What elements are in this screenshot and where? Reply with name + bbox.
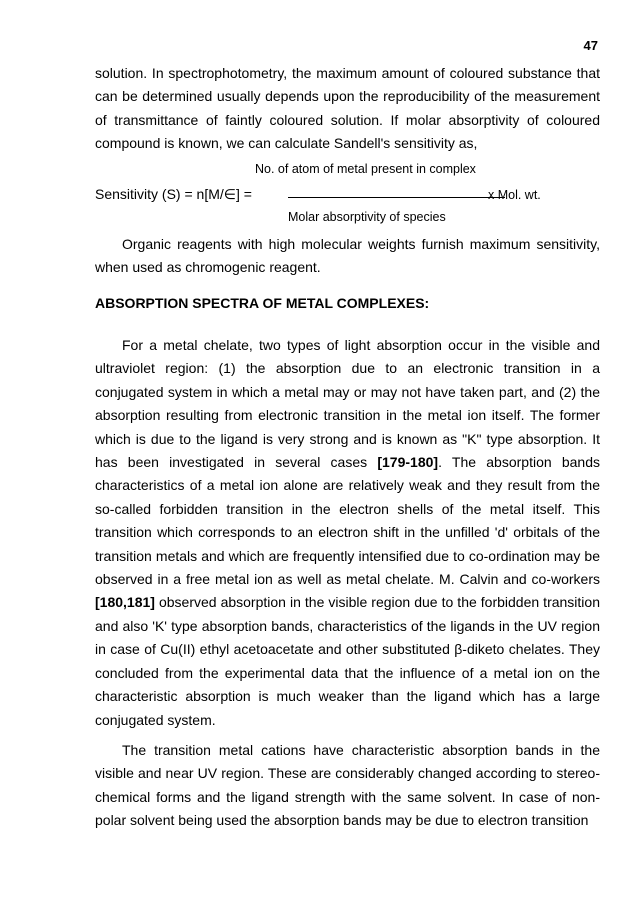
sensitivity-formula: [95, 158, 600, 228]
formula-denominator: Molar absorptivity of species: [288, 210, 446, 224]
citation-180-181: [180,181]: [95, 594, 155, 611]
paragraph-text-part: For a metal chelate, two types of light absorption occur in the visible and ultraviolet region: (1) the absorption due to an electronic transition in a conjugated system in which a metal may or may not have taken part, and (2) the absorption resulting from electronic transition in the metal ion itself. The former which is due to the ligand is very strong and is known as "K" type absorption. It has been investigated in several cases: [95, 337, 600, 471]
section-heading: ABSORPTION SPECTRA OF METAL COMPLEXES:: [95, 295, 430, 311]
paragraph-text-part: observed absorption in the visible region due to the forbidden transition and also 'K' type absorption bands, characteristics of the ligands in the UV region in case of Cu(II) ethyl acetoacetate and other substituted β-diketo chelates. They concluded from the experimental data that the influence of a metal ion on the characteristic absorption is much weaker than the ligand which has a large conjugated system.: [95, 594, 600, 728]
formula-rhs: x Mol. wt.: [488, 188, 541, 202]
fraction-bar: [288, 197, 505, 198]
paragraph-sandell-intro: solution. In spectrophotometry, the maximum amount of coloured substance that can be determined usually depends upon the reproducibility of the measurement of transmittance of faintly coloured solution. If molar absorptivity of coloured compound is known, we can calculate Sandell's sensitivity as,: [95, 65, 600, 152]
formula-lhs: Sensitivity (S) = n[M/∈] =: [95, 186, 252, 202]
citation-179-180: [179-180]: [377, 454, 439, 471]
page-number: 47: [583, 38, 598, 53]
formula-numerator: No. of atom of metal present in complex: [255, 162, 476, 176]
paragraph-metal-chelate: [95, 334, 600, 732]
paragraph-organic-reagents: Organic reagents with high molecular weights furnish maximum sensitivity, when used as chromogenic reagent.: [95, 236, 600, 276]
paragraph-transition-metal: The transition metal cations have characteristic absorption bands in the visible and near UV region. These are considerably changed according to stereo-chemical forms and the ligand strength with the same solvent. In case of non-polar solvent being used the absorption bands may be due to electron transition: [95, 742, 600, 829]
paragraph-text-part: . The absorption bands characteristics of a metal ion alone are relatively weak and they result from the so-called forbidden transition in the electron shells of the metal itself. This transition which corresponds to an electron shift in the unfilled 'd' orbitals of the transition metals and which are frequently intensified due to co-ordination may be observed in a free metal ion as well as metal chelate. M. Calvin and co-workers: [95, 454, 601, 588]
